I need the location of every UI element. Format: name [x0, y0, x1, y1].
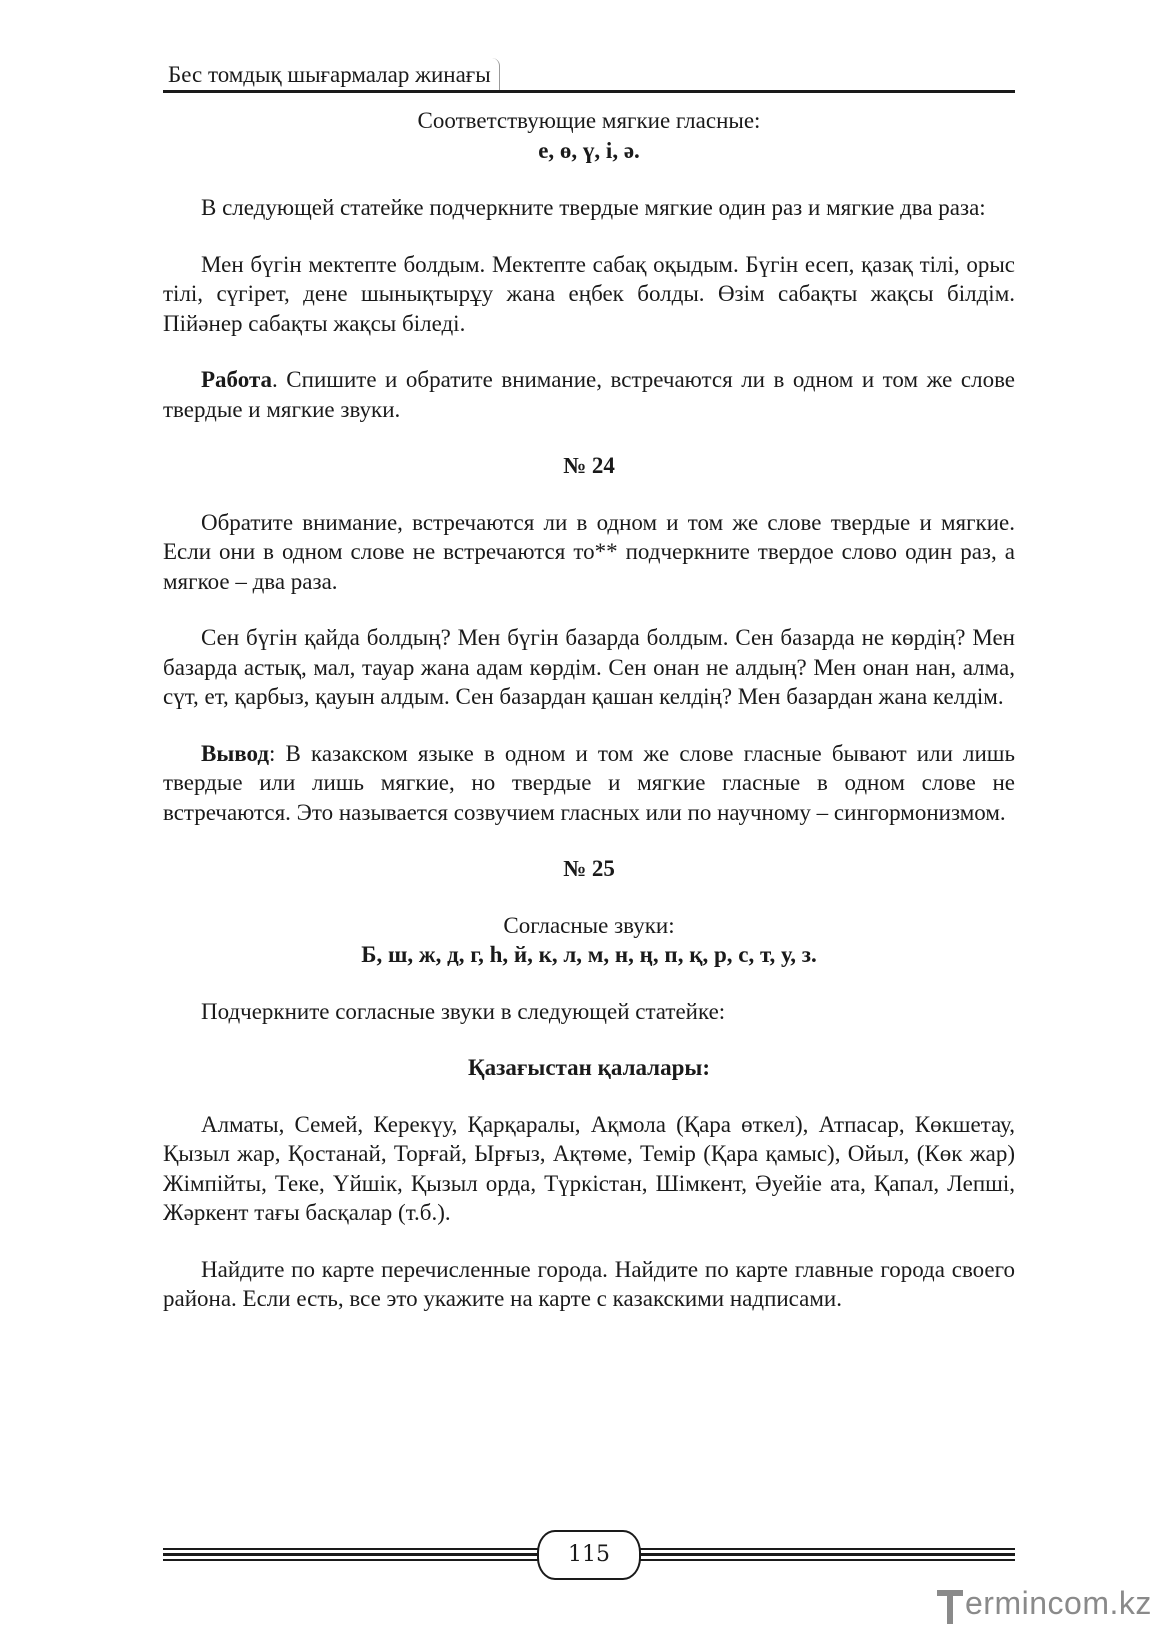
book-title: Бес томдық шығармалар жинағы	[168, 58, 500, 92]
work-paragraph	[163, 365, 1015, 424]
exercise-24-instruction: Обратите внимание, встречаются ли в одном и том же слове твердые и мягкие. Если они в одном слове не встречаются то** подчеркните твердое слово один раз, а мягкое – два раза.	[163, 509, 1015, 594]
watermark-text: ermincom.kz	[965, 1585, 1152, 1621]
consonants-list: Б, ш, ж, д, г, һ, й, к, л, м, н, ң, п, қ, р, с, т, у, з.	[361, 942, 817, 967]
exercise-instruction: В следующей статейке подчеркните твердые мягкие один раз и мягкие два раза:	[201, 195, 986, 220]
page-number: 115	[537, 1530, 641, 1580]
cities-heading: Қазағыстан қалалары:	[468, 1055, 710, 1080]
site-watermark	[935, 1578, 1150, 1628]
consonants-heading: Согласные звуки:	[503, 912, 675, 938]
work-label: Работа	[201, 367, 273, 392]
page-content	[163, 106, 1015, 1314]
conclusion-label: Вывод	[201, 740, 270, 766]
header-rule	[163, 90, 1015, 93]
conclusion-paragraph	[163, 739, 1015, 828]
conclusion-text: : В казакском языке в одном и том же слове гласные бывают или лишь твердые или лишь мягкие, но твердые и мягкие гласные в одном слове не встречаются. Это называется созвучием гласных или по научному – сингормонизмом.	[163, 740, 1015, 825]
work-text: . Спишите и обратите внимание, встречаются ли в одном и том же слове твердые и мягкие звуки.	[163, 367, 1015, 422]
t-letter-logo-icon	[937, 1588, 965, 1626]
section-number-25: № 25	[563, 856, 615, 881]
map-task: Найдите по карте перечисленные города. Найдите по карте главные города своего района. Если есть, все это укажите на карте с казакскими надписами.	[163, 1256, 1015, 1311]
soft-vowels-heading: Соответствующие мягкие гласные:	[417, 108, 761, 133]
soft-vowels-list: е, ө, ү, і, ә.	[538, 137, 640, 163]
section-number-24: № 24	[563, 453, 615, 478]
kazakh-text-1: Мен бүгін мектепте болдым. Мектепте сабақ оқыдым. Бүгін есеп, қазақ тілі, орыс тілі, сүгірет, дене шынықтырұу жана еңбек болды. Өзім сабақты жақсы білдім. Пійәнер сабақты жақсы біледі.	[163, 251, 1015, 336]
kazakh-text-2: Сен бүгін қайда болдың? Мен бүгін базарда болдым. Сен базарда не көрдің? Мен базарда астық, мал, тауар жана адам көрдім. Сен онан не алдың? Мен онан нан, алма, сүт, ет, қарбыз, қауын алдым. Сен базардан қашан келдің? Мен базардан жана келдім.	[163, 625, 1015, 709]
exercise-25-instruction: Подчеркните согласные звуки в следующей статейке:	[201, 998, 726, 1024]
cities-list: Алматы, Семей, Керекүу, Қарқаралы, Ақмола (Қара өткел), Атпасар, Көкшетау, Қызыл жар, Қостанай, Торғай, Ырғыз, Ақтөме, Темір (Қара қамыс), Ойыл, (Көк жар) Жімпійты, Теке, Үйшік, Қызыл орда, Түркістан, Шімкент, Әуейіе ата, Қапал, Лепші, Жәркент тағы басқалар (т.б.).	[163, 1111, 1015, 1225]
